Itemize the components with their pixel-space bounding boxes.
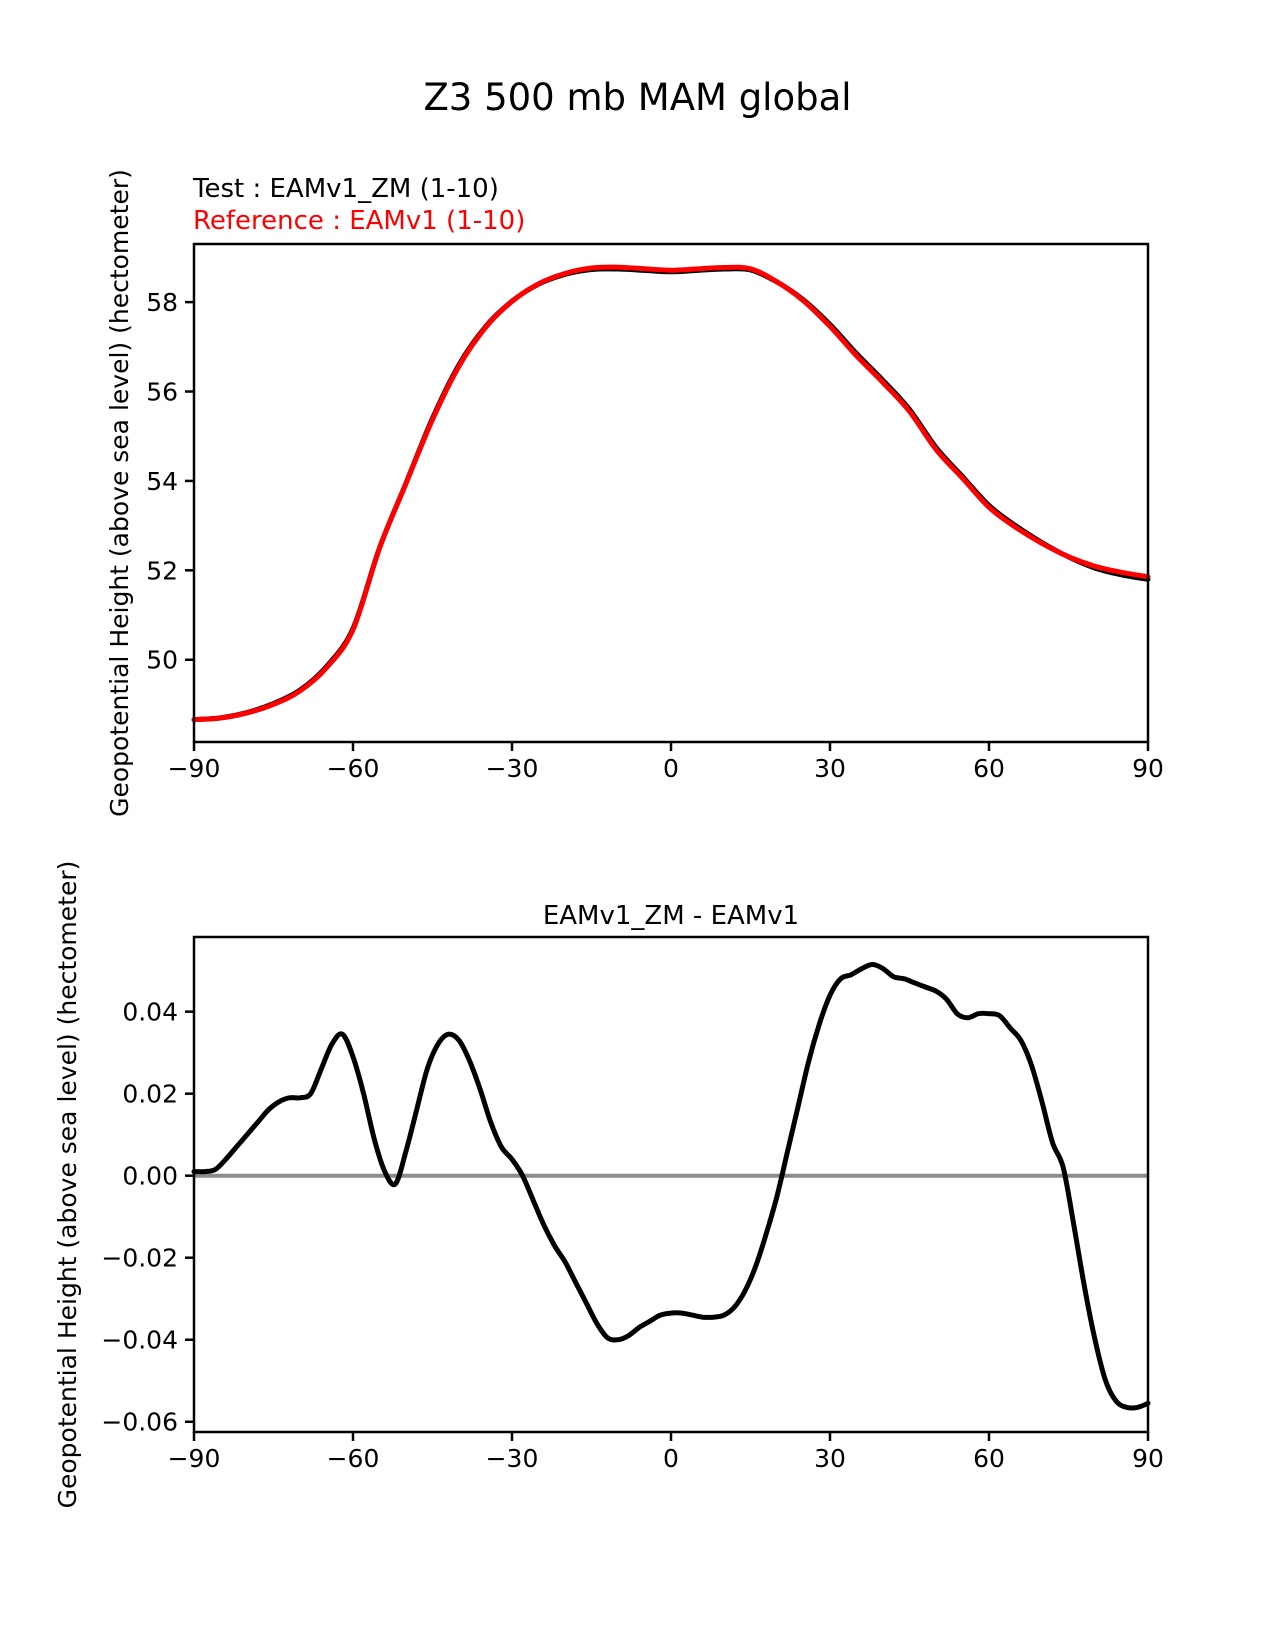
y-tick-label: −0.04 (101, 1325, 178, 1355)
y-tick-label: 0.00 (122, 1161, 178, 1191)
y-tick-label: 54 (146, 466, 178, 496)
y-axis-label: Geopotential Height (above sea level) (hectometer) (53, 860, 82, 1509)
x-tick-label: 0 (663, 1444, 679, 1473)
subplot-title: EAMv1_ZM - EAMv1 (542, 901, 800, 931)
x-tick-label: 30 (814, 1444, 846, 1473)
y-tick-label: 0.04 (122, 997, 178, 1027)
x-tick-label: −90 (167, 754, 221, 783)
x-tick-label: 60 (973, 1444, 1005, 1473)
x-tick-label: 30 (814, 754, 846, 783)
y-tick-label: 56 (146, 377, 178, 407)
x-tick-label: 60 (973, 754, 1005, 783)
difference-curve (194, 965, 1148, 1409)
y-axis-label: Geopotential Height (above sea level) (hectometer) (105, 169, 134, 817)
x-tick-label: −60 (326, 1444, 380, 1473)
y-tick-label: −0.06 (101, 1407, 178, 1437)
x-tick-label: 90 (1132, 1444, 1164, 1473)
legend-reference-label: Reference : EAMv1 (1-10) (193, 206, 526, 236)
y-tick-label: 0.02 (122, 1079, 178, 1109)
x-tick-label: −30 (485, 1444, 539, 1473)
x-tick-label: 0 (663, 754, 679, 783)
y-tick-label: 50 (146, 645, 178, 675)
legend-test-label: Test : EAMv1_ZM (1-10) (193, 174, 499, 204)
y-tick-label: 58 (146, 288, 178, 318)
x-tick-label: −90 (167, 1444, 221, 1473)
x-tick-label: −30 (485, 754, 539, 783)
axes-border (194, 244, 1148, 742)
y-tick-label: 52 (146, 556, 178, 586)
x-tick-label: 90 (1132, 754, 1164, 783)
y-tick-label: −0.02 (101, 1243, 178, 1273)
reference-curve (194, 267, 1148, 720)
axes-border (194, 937, 1148, 1432)
page-title: Z3 500 mb MAM global (423, 76, 852, 119)
x-tick-label: −60 (326, 754, 380, 783)
